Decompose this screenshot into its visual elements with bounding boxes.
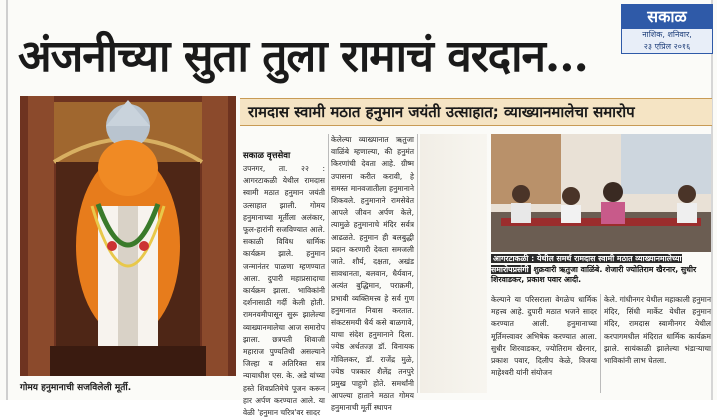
edition-place-day: नाशिक, शनिवार, [642, 30, 692, 39]
faded-column-strip [420, 134, 487, 393]
masthead [621, 4, 713, 54]
event-photo [491, 134, 711, 252]
idol-illustration [20, 96, 236, 376]
page-edge-right [711, 0, 713, 400]
page-edge-left [6, 0, 8, 400]
caption-rest: शुक्रवारी ऋतुजा वाळिंबे. शेजारी ज्योतिराम खैरनार, सुधीर शिरवाडकर, प्रकाश पवार आदी. [491, 264, 697, 284]
article-column-1: उपनगर, ता. २२ : आगरटाकळी येथील रामदास स्वामी मठात हनुमान जयंती उत्साहात झाली. गोमय हनुमानाच्या मूर्तीला अलंकार, फूल-हारांनी सजविण्यात आले. सकाळी विविध धार्मिक कार्यक्रम झाले. हनुमान जन्मानंतर पाळणा म्हणण्यात आला. दुपारी महाप्रसादाचा कार्यक्रम झाला. भाविकांनी दर्शनासाठी गर्दी केली होती. रामनवमीपासून सुरू झालेल्या व्याख्यानमालेचा आज समारोप झाला. छत्रपती शिवाजी महाराज पुण्यतिथी असल्याने जिल्हा व अतिरिक्त सत्र न्यायाधीश एस. के. अडे यांच्या हस्ते शिवप्रतिमेचे पूजन करून हार अर्पण करण्यात आले. या वेळी 'हनुमान चरित्र'वर सादर [243, 164, 325, 418]
lecture-illustration [491, 134, 711, 252]
newspaper-logo: सकाळ [622, 5, 712, 29]
article-column-4: केले. गांधीनगर येथील महाकाली हनुमान मंदिर, सिंधी मार्केट येथील हनुमान मंदिर, रामदास स्वामीनगर येथील करपागमधील मंदिरात धार्मिक कार्यक्रम झाले. सायंकाळी झालेल्या भंडाऱ्याचा भाविकांनी लाभ घेतला. [604, 295, 711, 366]
article-column-3: केल्याने या परिसराला वेगळेच धार्मिक महत्त्व आहे. दुपारी मठात भजने सादर करण्यात आली. हनुमानाच्या मूर्तिमत्त्वावर अभिषेक करण्यात आला. सुधीर शिरवाडकर, ज्योतिराम खैरनार, प्रकाश पवार, दिलीप केळे, विजया माहेश्वरी यांनी संयोजन [491, 295, 597, 378]
right-photo-caption [491, 254, 711, 286]
subheadline: रामदास स्वामी मठात हनुमान जयंती उत्साहात; व्याख्यानमालेचा समारोप [240, 98, 712, 126]
caption-lead: आगरटाकळी : येथील समर्थ रामदास स्वामी मठात व्याख्यानमालेच्या समारोपप्रसंगी [491, 254, 682, 274]
article-column-2: केलेल्या व्याख्यानात ऋतुजा वाळिंबे म्हणाल्या, की हनुमंत किरणांची देवता आहे. ग्रीष्म उपासना करीत करावी, हे समस्त मानवजातीला हनुमानाने शिकवले. हनुमानाने रामसेवेत आपले जीवन अर्पण केले, त्यामुळे हनुमानाचे मंदिर सर्वत्र आढळते. हनुमान ही बलबुद्धी प्रदान करणारी देवता समजली जाते. शौर्य, दक्षता, अखंड सावधानता, बलवान, धैर्यवान, अत्यंत बुद्धिमान, पराक्रमी, प्रभावी व्यक्तिमत्त्व हे सर्व गुण हनुमानात निवास करतात. संकटसमयी धैर्य कसे बाळगावे, याचा संदेश हनुमानाने दिला. ज्येष्ठ अर्थतज्ज्ञ डॉ. विनायक गोविलकर, डॉ. राजेंद्र मुळे, ज्येष्ठ पत्रकार शैलेंद्र तनपुरे प्रमुख पाहुणे होते. समर्थांनी आपल्या हाताने मठात गोमय हनुमानाची मूर्ती स्थापन [331, 135, 414, 413]
hanuman-idol-photo [20, 96, 236, 376]
byline: सकाळ वृत्तसेवा [243, 151, 291, 161]
column-divider [328, 134, 329, 393]
column-divider [600, 294, 601, 393]
headline: अंजनीच्या सुता तुला रामाचं वरदान... [18, 31, 588, 82]
edition-date: २३ एप्रिल २०१६ [643, 42, 691, 51]
left-photo-caption: गोमय हनुमानाची सजविलेली मूर्ती. [20, 383, 132, 393]
column-divider [417, 134, 418, 393]
